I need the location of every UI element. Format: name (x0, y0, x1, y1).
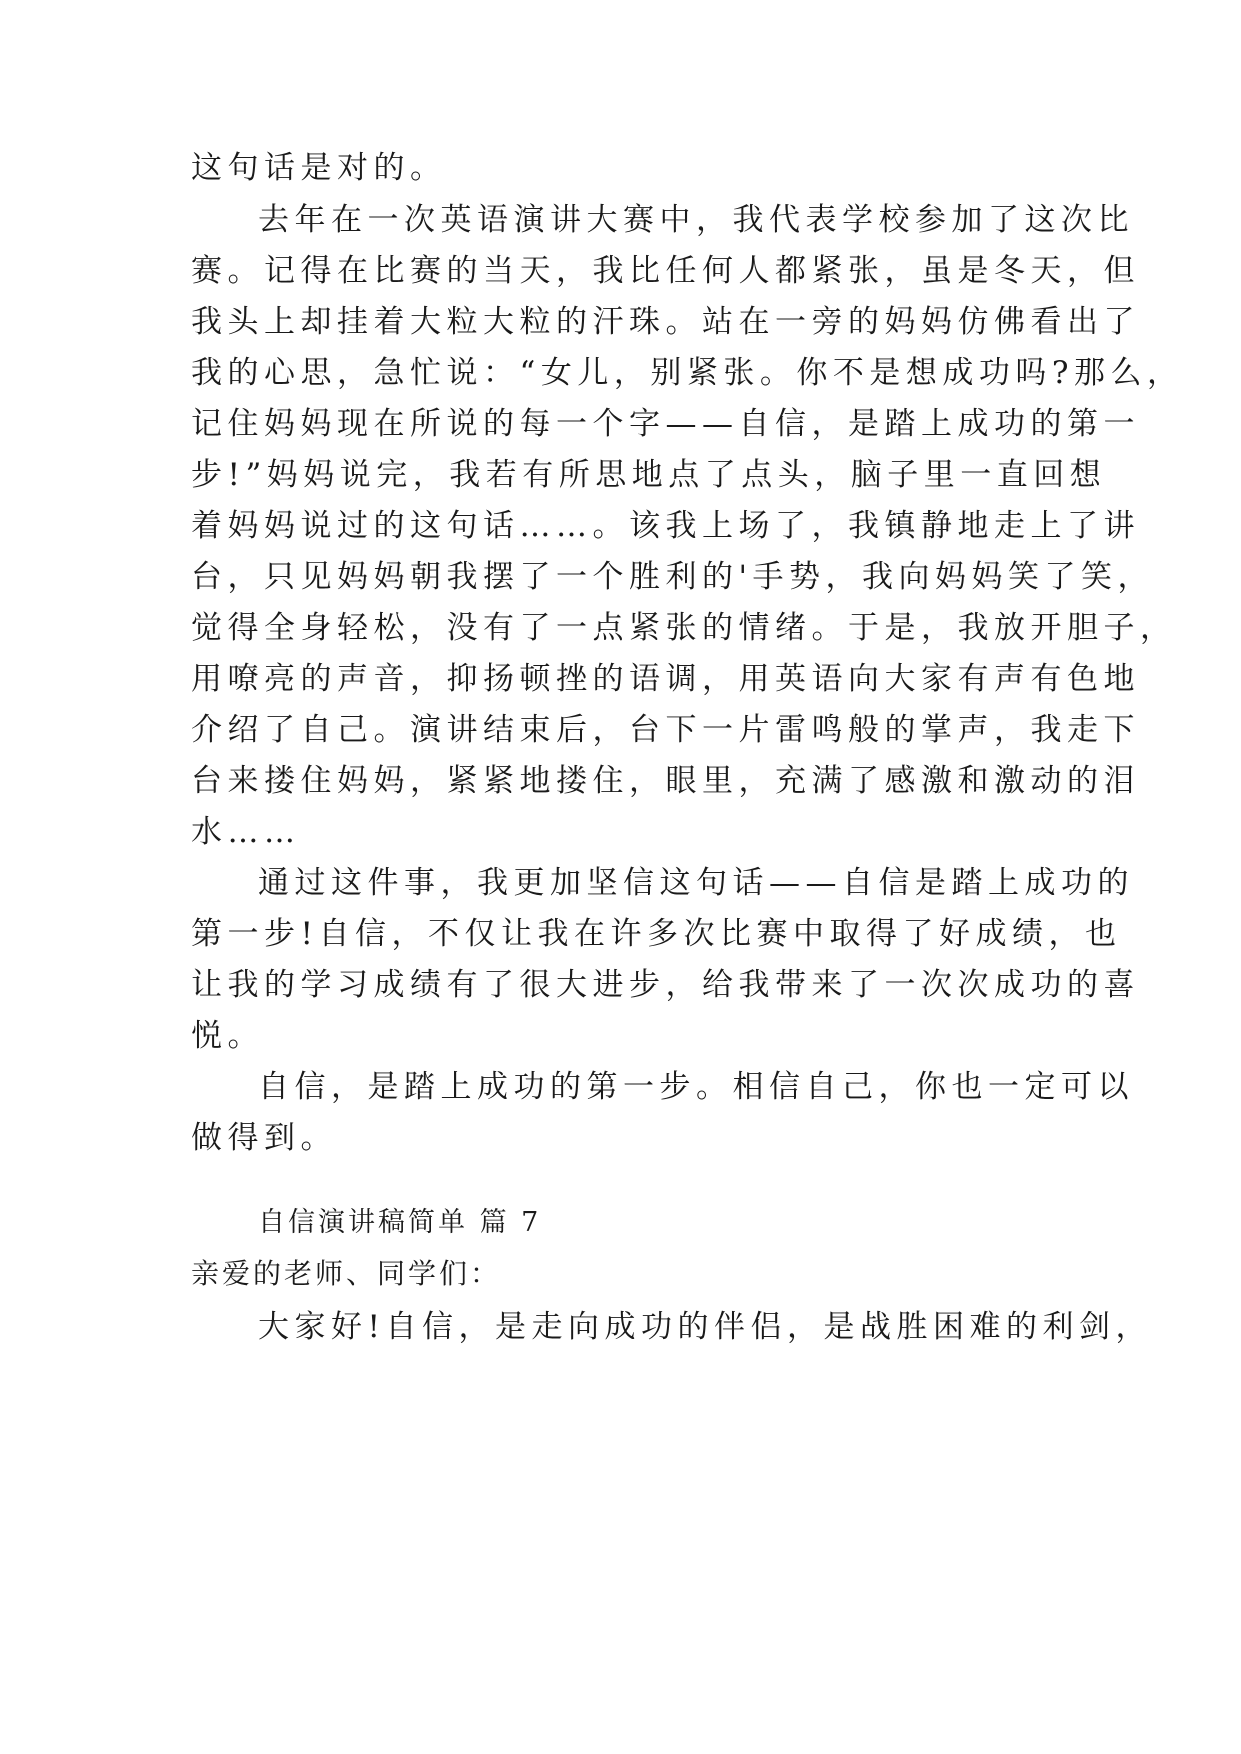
text-line: 我头上却挂着大粒大粒的汗珠。站在一旁的妈妈仿佛看出了 (191, 304, 1140, 340)
paragraph-start-line: 去年在一次英语演讲大赛中，我代表学校参加了这次比 (258, 202, 1134, 238)
text-line: 用嘹亮的声音，抑扬顿挫的语调，用英语向大家有声有色地 (191, 661, 1140, 697)
text-line: 步!”妈妈说完，我若有所思地点了点头，脑子里一直回想 (191, 457, 1107, 493)
paragraph-start-line: 通过这件事，我更加坚信这句话——自信是踏上成功的 (258, 865, 1134, 901)
text-line: 我的心思，急忙说：“女儿，别紧张。你不是想成功吗?那么， (191, 355, 1184, 391)
text-line: 这句话是对的。 (191, 150, 447, 186)
text-line: 台，只见妈妈朝我摆了一个胜利的'手势，我向妈妈笑了笑， (191, 559, 1155, 595)
text-line: 水…… (191, 814, 301, 850)
text-line: 赛。记得在比赛的当天，我比任何人都紧张，虽是冬天，但 (191, 253, 1140, 289)
text-line: 第一步!自信，不仅让我在许多次比赛中取得了好成绩，也 (191, 916, 1122, 952)
paragraph-start-line: 自信，是踏上成功的第一步。相信自己，你也一定可以 (258, 1069, 1134, 1105)
text-line: 觉得全身轻松，没有了一点紧张的情绪。于是，我放开胆子， (191, 610, 1177, 646)
text-line: 台来搂住妈妈，紧紧地搂住，眼里，充满了感激和激动的泪 (191, 763, 1140, 799)
text-line: 悦。 (191, 1018, 264, 1054)
text-line: 让我的学习成绩有了很大进步，给我带来了一次次成功的喜 (191, 967, 1140, 1003)
text-line: 介绍了自己。演讲结束后，台下一片雷鸣般的掌声，我走下 (191, 712, 1140, 748)
text-line: 做得到。 (191, 1120, 337, 1156)
text-line: 记住妈妈现在所说的每一个字——自信，是踏上成功的第一 (191, 406, 1140, 442)
text-line: 着妈妈说过的这句话……。该我上场了，我镇静地走上了讲 (191, 508, 1140, 544)
section-heading: 自信演讲稿简单 篇 7 (258, 1207, 542, 1238)
salutation: 亲爱的老师、同学们： (191, 1257, 502, 1290)
paragraph-start-line: 大家好!自信，是走向成功的伴侣，是战胜困难的利剑， (258, 1309, 1152, 1345)
